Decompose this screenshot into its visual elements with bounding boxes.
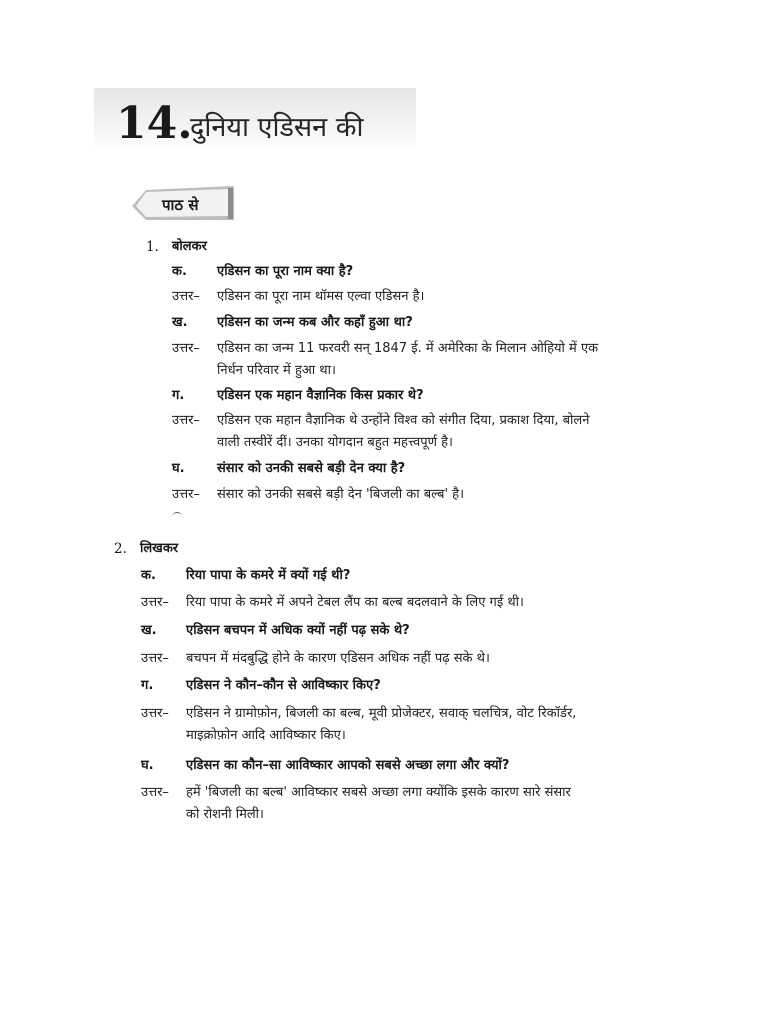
question-label: ख.: [141, 623, 157, 638]
answer-text: रिया पापा के कमरे में अपने टेबल लैंप का बल्ब बदलवाने के लिए गई थी।: [186, 595, 524, 610]
question-text: एडिसन का कौन–सा आविष्कार आपको सबसे अच्छा लगा और क्यों?: [186, 758, 510, 773]
question-label: क.: [141, 568, 156, 583]
answer-label: उत्तर–: [172, 341, 200, 356]
answer-line-2: निर्धन परिवार में हुआ था।: [217, 363, 336, 378]
answer-label: उत्तर–: [172, 487, 200, 502]
section-1-heading: बोलकर: [172, 239, 207, 254]
question-label: ख.: [172, 315, 188, 330]
answer-line-2: वाली तस्वीरें दीं। उनका योगदान बहुत महत्त्वपूर्ण है।: [217, 435, 453, 450]
answer-line-1: एडिसन ने ग्रामोफ़ोन, बिजली का बल्ब, मूवी प्रोजेक्टर, सवाक् चलचित्र, वोट रिकॉर्डर,: [186, 706, 577, 721]
section-2-heading: लिखकर: [140, 541, 179, 556]
answer-line-1: हमें 'बिजली का बल्ब' आविष्कार सबसे अच्छा लगा क्योंकि इसके कारण सारे संसार: [186, 785, 571, 800]
section-2-number: 2.: [114, 541, 127, 557]
question-label: क.: [172, 264, 187, 279]
question-label: घ.: [172, 461, 185, 476]
answer-label: उत्तर–: [141, 651, 169, 666]
question-text: एडिसन का पूरा नाम क्या है?: [217, 264, 354, 279]
answer-label: उत्तर–: [141, 785, 169, 800]
answer-line-2: को रोशनी मिली।: [186, 807, 264, 822]
question-text: संसार को उनकी सबसे बड़ी देन क्या है?: [217, 461, 406, 476]
answer-line-1: एडिसन का जन्म 11 फरवरी सन् 1847 ई. में अमेरिका के मिलान ओहियो में एक: [217, 341, 599, 356]
question-text: एडिसन ने कौन–कौन से आविष्कार किए?: [186, 678, 381, 693]
answer-line-1: एडिसन एक महान वैज्ञानिक थे उन्होंने विश्व को संगीत दिया, प्रकाश दिया, बोलने: [217, 413, 590, 428]
question-text: एडिसन का जन्म कब और कहाँ हुआ था?: [217, 315, 413, 330]
answer-text: [217, 410, 647, 454]
question-text: रिया पापा के कमरे में क्यों गई थी?: [186, 568, 351, 583]
chapter-title: दुनिया एडिसन की: [190, 112, 364, 143]
answer-label: उत्तर–: [172, 289, 200, 304]
answer-text: [217, 338, 647, 382]
answer-label: उत्तर–: [141, 706, 169, 721]
answer-label: उत्तर–: [172, 413, 200, 428]
answer-text: बचपन में मंदबुद्धि होने के कारण एडिसन अधिक नहीं पढ़ सके थे।: [186, 651, 490, 666]
answer-text: संसार को उनकी सबसे बड़ी देन 'बिजली का बल्ब' है।: [217, 487, 465, 502]
answer-label: उत्तर–: [141, 595, 169, 610]
section-1-number: 1.: [146, 239, 159, 255]
question-text: एडिसन एक महान वैज्ञानिक किस प्रकार थे?: [217, 388, 424, 403]
question-text: एडिसन बचपन में अधिक क्यों नहीं पढ़ सके थे?: [186, 623, 410, 638]
page-mark: [172, 512, 182, 519]
question-label: ग.: [172, 388, 185, 403]
section-label: पाठ से: [162, 196, 199, 214]
chapter-number: 14.: [116, 98, 193, 149]
question-label: घ.: [141, 758, 154, 773]
question-label: ग.: [141, 678, 154, 693]
answer-text: [186, 703, 646, 747]
answer-text: [186, 782, 646, 826]
answer-text: एडिसन का पूरा नाम थॉमस एल्वा एडिसन है।: [217, 289, 425, 304]
answer-line-2: माइक्रोफ़ोन आदि आविष्कार किए।: [186, 728, 346, 743]
